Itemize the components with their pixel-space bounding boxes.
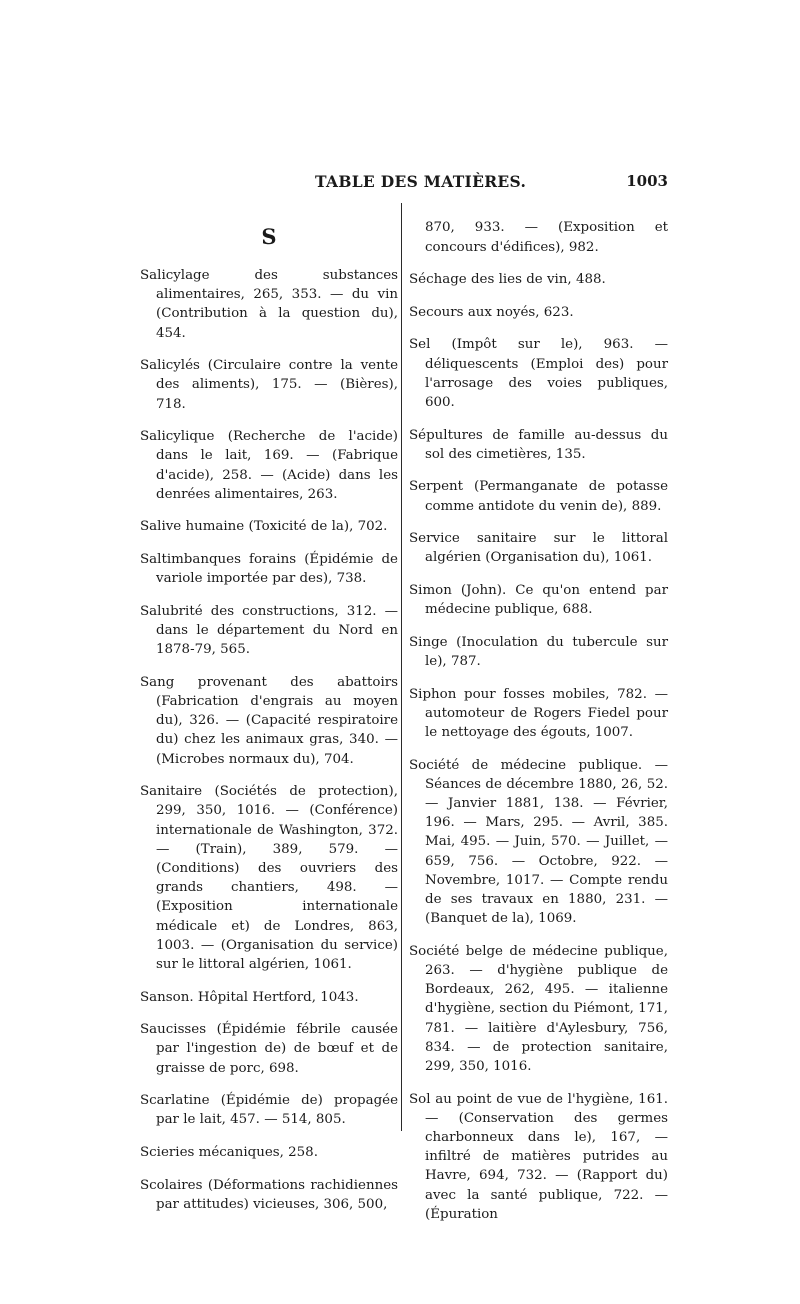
index-entry: Société de médecine publique. — Séances de décembre 1880, 26, 52. — Janvier 1881, 138. — Février, 196. — Mars, 295. — Avril, 385. Mai, 495. — Juin, 570. — Juillet, — 659, 756. — Octobre, 922. — Novembre, 1017. — Compte rendu de ses travaux en 1880, 231. — (Banquet de la), 1069. [409, 757, 668, 927]
index-entry: Simon (John). Ce qu'on entend par médecine publique, 688. [409, 582, 668, 618]
index-entry: Sang provenant des abattoirs (Fabrication d'engrais au moyen du), 326. — (Capacité respiratoire du) chez les animaux gras, 340. — (Microbes normaux du), 704. [140, 674, 398, 767]
index-entry: Scieries mécaniques, 258. [140, 1145, 318, 1161]
index-entry: Saltimbanques forains (Épidémie de variole importée par des), 738. [140, 552, 398, 587]
index-entry: Secours aux noyés, 623. [409, 304, 574, 320]
page-header [140, 172, 668, 194]
index-entry: Sel (Impôt sur le), 963. — déliquescents (Emploi des) pour l'arrosage des voies publiques, 600. [409, 337, 668, 410]
index-entry: Serpent (Permanganate de potasse comme antidote du venin de), 889. [409, 479, 668, 514]
index-entry: Salubrité des constructions, 312. — dans le département du Nord en 1878-79, 565. [140, 603, 398, 658]
index-entry-continued: 870, 933. — (Exposition et concours d'édifices), 982. [425, 220, 668, 255]
section-letter: S [261, 224, 277, 249]
index-entry: Sanitaire (Sociétés de protection), 299, 350, 1016. — (Conférence) internationale de Washington, 372. — (Train), 389, 579. — (Conditions) des ouvriers des grands chantiers, 498. — (Exposition internationale médicale et) de Londres, 863, 1003. — (Organisation du service) sur le littoral algérien, 1061. [140, 784, 398, 973]
page-number: 1003 [626, 172, 668, 190]
index-entry: Société belge de médecine publique, 263. — d'hygiène publique de Bordeaux, 262, 495. — italienne d'hygiène, section du Piémont, 171, 781. — laitière d'Aylesbury, 756, 834. — de protection sanitaire, 299, 350, 1016. [409, 943, 668, 1074]
index-entry: Sépultures de famille au-dessus du sol des cimetières, 135. [409, 427, 668, 462]
index-entry: Singe (Inoculation du tubercule sur le), 787. [409, 634, 668, 669]
index-entry: Sanson. Hôpital Hertford, 1043. [140, 989, 359, 1005]
index-entry: Service sanitaire sur le littoral algérien (Organisation du), 1061. [409, 531, 668, 566]
index-entry: Salicylés (Circulaire contre la vente des aliments), 175. — (Bières), 718. [140, 358, 398, 412]
index-entry: Saucisses (Épidémie fébrile causée par l'ingestion de) de bœuf et de graisse de porc, 698. [140, 1022, 398, 1076]
index-entry: Sol au point de vue de l'hygiène, 161. — (Conservation des germes charbonneux dans le), 167, — infiltré de matières putrides au Havre, 694, 732. — (Rapport du) avec la santé publique, 722. — (Épuration [409, 1091, 668, 1222]
running-title: TABLE DES MATIÈRES. [315, 172, 527, 191]
index-entry: Salicylique (Recherche de l'acide) dans le lait, 169. — (Fabrique d'acide), 258. — (Acide) dans les denrées alimentaires, 263. [140, 429, 398, 502]
index-entry: Scolaires (Déformations rachidiennes par attitudes) vicieuses, 306, 500, [140, 1177, 398, 1212]
right-column [409, 205, 668, 1234]
index-entry: Scarlatine (Épidémie de) propagée par le lait, 457. — 514, 805. [140, 1093, 398, 1128]
index-entry: Séchage des lies de vin, 488. [409, 272, 606, 288]
index-entry: Siphon pour fosses mobiles, 782. — automoteur de Rogers Fiedel pour le nettoyage des égouts, 1007. [409, 686, 668, 740]
column-divider [401, 203, 402, 1131]
left-column [140, 205, 398, 1224]
index-entry: Salive humaine (Toxicité de la), 702. [140, 519, 388, 535]
index-entry: Salicylage des substances alimentaires, 265, 353. — du vin (Contribution à la question du), 454. [140, 268, 398, 341]
